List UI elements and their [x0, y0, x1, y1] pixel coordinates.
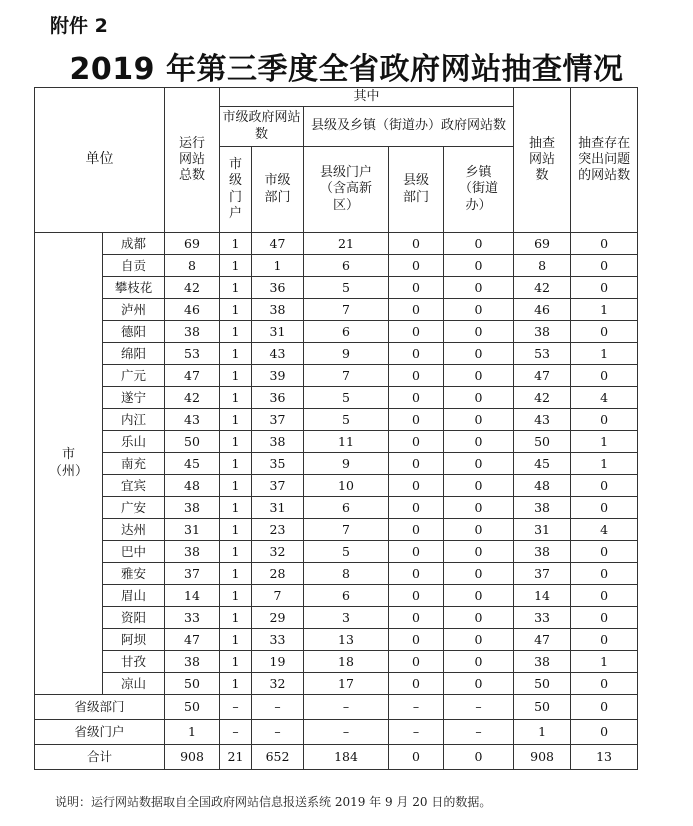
cell-town: 0 — [444, 563, 514, 585]
cell-problem: 0 — [571, 409, 638, 431]
cell-city-dept: 37 — [252, 475, 304, 497]
cell-county-dept: 0 — [389, 431, 444, 453]
header-total: 运行网站总数 — [165, 88, 220, 233]
cell-county-portal: 9 — [304, 343, 389, 365]
cell-town: 0 — [444, 745, 514, 770]
cell-total: 50 — [165, 673, 220, 695]
page-title: 2019 年第三季度全省政府网站抽查情况 — [69, 52, 624, 87]
cell-total: 33 — [165, 607, 220, 629]
cell-checked: 908 — [514, 745, 571, 770]
cell-city-portal: 1 — [220, 343, 252, 365]
table-row — [35, 475, 638, 497]
cell-county-portal: 5 — [304, 277, 389, 299]
cell-city-dept: – — [252, 695, 304, 720]
cell-town: – — [444, 695, 514, 720]
cell-county-dept: 0 — [389, 673, 444, 695]
cell-town: 0 — [444, 299, 514, 321]
table-row — [35, 673, 638, 695]
cell-city-portal: 1 — [220, 497, 252, 519]
cell-checked: 38 — [514, 541, 571, 563]
cell-checked: 43 — [514, 409, 571, 431]
city-name-cell: 阿坝 — [103, 629, 165, 651]
cell-county-portal: 3 — [304, 607, 389, 629]
cell-problem: 1 — [571, 651, 638, 673]
city-name-cell: 成都 — [103, 233, 165, 255]
cell-county-dept: – — [389, 720, 444, 745]
cell-problem: 0 — [571, 607, 638, 629]
cell-county-dept: 0 — [389, 365, 444, 387]
header-county-gov: 县级及乡镇（街道办）政府网站数 — [304, 107, 514, 147]
cell-city-dept: 38 — [252, 299, 304, 321]
cell-checked: 8 — [514, 255, 571, 277]
cell-checked: 46 — [514, 299, 571, 321]
cell-total: 42 — [165, 277, 220, 299]
row-name-cell: 省级门户 — [35, 720, 165, 745]
cell-city-portal: 21 — [220, 745, 252, 770]
cell-problem: 0 — [571, 497, 638, 519]
cell-city-dept: 19 — [252, 651, 304, 673]
cell-checked: 69 — [514, 233, 571, 255]
cell-checked: 38 — [514, 321, 571, 343]
cell-total: 50 — [165, 431, 220, 453]
cell-checked: 31 — [514, 519, 571, 541]
row-name-cell: 省级部门 — [35, 695, 165, 720]
cell-county-dept: 0 — [389, 745, 444, 770]
cell-city-dept: 33 — [252, 629, 304, 651]
cell-city-portal: 1 — [220, 475, 252, 497]
city-name-cell: 广元 — [103, 365, 165, 387]
cell-town: 0 — [444, 255, 514, 277]
cell-total: 908 — [165, 745, 220, 770]
cell-county-dept: 0 — [389, 497, 444, 519]
cell-county-dept: 0 — [389, 233, 444, 255]
city-name-cell: 巴中 — [103, 541, 165, 563]
cell-city-dept: 1 — [252, 255, 304, 277]
table-row — [35, 607, 638, 629]
total-row — [35, 745, 638, 770]
table-row — [35, 233, 638, 255]
cell-town: 0 — [444, 607, 514, 629]
city-name-cell: 凉山 — [103, 673, 165, 695]
cell-county-dept: 0 — [389, 453, 444, 475]
cell-county-portal: 11 — [304, 431, 389, 453]
cell-total: 31 — [165, 519, 220, 541]
region-label: 市 （州） — [35, 233, 103, 695]
table-row — [35, 695, 638, 720]
cell-problem: 0 — [571, 255, 638, 277]
cell-county-portal: 21 — [304, 233, 389, 255]
cell-town: 0 — [444, 343, 514, 365]
cell-checked: 1 — [514, 720, 571, 745]
cell-checked: 37 — [514, 563, 571, 585]
city-name-cell: 乐山 — [103, 431, 165, 453]
cell-city-dept: 37 — [252, 409, 304, 431]
cell-city-portal: 1 — [220, 255, 252, 277]
cell-county-portal: 7 — [304, 365, 389, 387]
table-row — [35, 453, 638, 475]
cell-total: 37 — [165, 563, 220, 585]
cell-county-portal: 6 — [304, 321, 389, 343]
city-name-cell: 攀枝花 — [103, 277, 165, 299]
cell-city-portal: 1 — [220, 563, 252, 585]
cell-total: 43 — [165, 409, 220, 431]
cell-problem: 0 — [571, 365, 638, 387]
city-name-cell: 遂宁 — [103, 387, 165, 409]
cell-checked: 38 — [514, 651, 571, 673]
cell-city-dept: 43 — [252, 343, 304, 365]
cell-town: 0 — [444, 585, 514, 607]
city-name-cell: 德阳 — [103, 321, 165, 343]
cell-problem: 0 — [571, 720, 638, 745]
cell-checked: 50 — [514, 695, 571, 720]
cell-city-dept: – — [252, 720, 304, 745]
cell-total: 69 — [165, 233, 220, 255]
cell-county-dept: 0 — [389, 299, 444, 321]
cell-county-dept: 0 — [389, 541, 444, 563]
cell-county-dept: 0 — [389, 409, 444, 431]
cell-city-dept: 652 — [252, 745, 304, 770]
inspection-table — [34, 87, 638, 770]
cell-town: 0 — [444, 629, 514, 651]
cell-checked: 47 — [514, 629, 571, 651]
footnote: 说明：运行网站数据取自全国政府网站信息报送系统 2019 年 9 月 20 日的数据。 — [55, 795, 492, 809]
cell-city-portal: 1 — [220, 387, 252, 409]
city-name-cell: 宜宾 — [103, 475, 165, 497]
cell-town: 0 — [444, 431, 514, 453]
table-row — [35, 299, 638, 321]
cell-county-portal: – — [304, 695, 389, 720]
table-row — [35, 585, 638, 607]
table-row — [35, 497, 638, 519]
cell-county-portal: 184 — [304, 745, 389, 770]
table-row — [35, 541, 638, 563]
city-name-cell: 泸州 — [103, 299, 165, 321]
cell-city-portal: 1 — [220, 585, 252, 607]
cell-town: 0 — [444, 321, 514, 343]
cell-county-dept: 0 — [389, 629, 444, 651]
cell-town: – — [444, 720, 514, 745]
cell-total: 47 — [165, 629, 220, 651]
cell-county-dept: 0 — [389, 321, 444, 343]
table-row — [35, 343, 638, 365]
cell-city-portal: 1 — [220, 673, 252, 695]
cell-county-portal: 5 — [304, 387, 389, 409]
cell-county-portal: 5 — [304, 409, 389, 431]
cell-county-dept: 0 — [389, 519, 444, 541]
cell-problem: 0 — [571, 629, 638, 651]
header-among: 其中 — [220, 88, 514, 107]
cell-county-dept: 0 — [389, 585, 444, 607]
cell-total: 38 — [165, 497, 220, 519]
row-name-cell: 合计 — [35, 745, 165, 770]
cell-town: 0 — [444, 453, 514, 475]
cell-city-dept: 38 — [252, 431, 304, 453]
cell-checked: 53 — [514, 343, 571, 365]
header-checked: 抽查网站数 — [514, 88, 571, 233]
cell-checked: 50 — [514, 673, 571, 695]
cell-problem: 0 — [571, 277, 638, 299]
cell-checked: 38 — [514, 497, 571, 519]
cell-county-portal: 13 — [304, 629, 389, 651]
cell-county-dept: 0 — [389, 255, 444, 277]
table-row — [35, 409, 638, 431]
cell-city-dept: 36 — [252, 387, 304, 409]
cell-town: 0 — [444, 233, 514, 255]
cell-county-dept: 0 — [389, 277, 444, 299]
cell-town: 0 — [444, 541, 514, 563]
cell-county-portal: 6 — [304, 255, 389, 277]
attachment-label: 附件 2 — [50, 15, 108, 37]
cell-city-portal: 1 — [220, 431, 252, 453]
cell-town: 0 — [444, 673, 514, 695]
cell-city-dept: 29 — [252, 607, 304, 629]
cell-problem: 0 — [571, 321, 638, 343]
cell-city-portal: 1 — [220, 409, 252, 431]
cell-city-portal: – — [220, 695, 252, 720]
cell-city-dept: 47 — [252, 233, 304, 255]
cell-city-portal: 1 — [220, 233, 252, 255]
cell-town: 0 — [444, 651, 514, 673]
cell-county-dept: 0 — [389, 387, 444, 409]
cell-total: 45 — [165, 453, 220, 475]
table-row — [35, 365, 638, 387]
table-row — [35, 255, 638, 277]
cell-checked: 14 — [514, 585, 571, 607]
cell-town: 0 — [444, 277, 514, 299]
cell-county-portal: 6 — [304, 497, 389, 519]
cell-town: 0 — [444, 387, 514, 409]
cell-problem: 13 — [571, 745, 638, 770]
table-row — [35, 629, 638, 651]
table-row — [35, 321, 638, 343]
cell-city-dept: 31 — [252, 497, 304, 519]
cell-city-dept: 32 — [252, 541, 304, 563]
cell-problem: 0 — [571, 541, 638, 563]
cell-county-dept: 0 — [389, 563, 444, 585]
cell-city-portal: – — [220, 720, 252, 745]
cell-problem: 0 — [571, 563, 638, 585]
header-county-dept: 县级部门 — [389, 147, 444, 233]
cell-county-portal: 6 — [304, 585, 389, 607]
city-name-cell: 达州 — [103, 519, 165, 541]
cell-city-dept: 31 — [252, 321, 304, 343]
city-name-cell: 甘孜 — [103, 651, 165, 673]
cell-problem: 0 — [571, 233, 638, 255]
cell-city-portal: 1 — [220, 651, 252, 673]
cell-county-dept: 0 — [389, 343, 444, 365]
cell-total: 38 — [165, 321, 220, 343]
table-row — [35, 387, 638, 409]
city-name-cell: 自贡 — [103, 255, 165, 277]
cell-town: 0 — [444, 475, 514, 497]
cell-city-dept: 28 — [252, 563, 304, 585]
city-name-cell: 内江 — [103, 409, 165, 431]
cell-city-portal: 1 — [220, 453, 252, 475]
cell-city-dept: 7 — [252, 585, 304, 607]
cell-total: 14 — [165, 585, 220, 607]
header-city-gov: 市级政府网站数 — [220, 107, 304, 147]
table-row — [35, 519, 638, 541]
city-name-cell: 资阳 — [103, 607, 165, 629]
cell-city-portal: 1 — [220, 541, 252, 563]
cell-total: 38 — [165, 651, 220, 673]
table-row — [35, 431, 638, 453]
cell-total: 53 — [165, 343, 220, 365]
header-problem: 抽查存在突出问题的网站数 — [571, 88, 638, 233]
cell-problem: 0 — [571, 695, 638, 720]
header-city-dept: 市级部门 — [252, 147, 304, 233]
cell-county-portal: 7 — [304, 519, 389, 541]
cell-total: 42 — [165, 387, 220, 409]
cell-problem: 1 — [571, 431, 638, 453]
cell-city-portal: 1 — [220, 321, 252, 343]
cell-town: 0 — [444, 409, 514, 431]
cell-problem: 0 — [571, 585, 638, 607]
cell-total: 8 — [165, 255, 220, 277]
cell-county-portal: 17 — [304, 673, 389, 695]
cell-county-dept: 0 — [389, 475, 444, 497]
cell-checked: 33 — [514, 607, 571, 629]
cell-total: 38 — [165, 541, 220, 563]
cell-total: 46 — [165, 299, 220, 321]
header-town: 乡镇（街道办） — [444, 147, 514, 233]
cell-town: 0 — [444, 497, 514, 519]
cell-county-portal: 8 — [304, 563, 389, 585]
cell-problem: 0 — [571, 673, 638, 695]
cell-checked: 47 — [514, 365, 571, 387]
cell-problem: 1 — [571, 343, 638, 365]
cell-checked: 50 — [514, 431, 571, 453]
cell-county-portal: – — [304, 720, 389, 745]
cell-checked: 42 — [514, 277, 571, 299]
cell-total: 50 — [165, 695, 220, 720]
cell-problem: 0 — [571, 475, 638, 497]
cell-total: 48 — [165, 475, 220, 497]
cell-city-portal: 1 — [220, 299, 252, 321]
cell-checked: 45 — [514, 453, 571, 475]
cell-town: 0 — [444, 365, 514, 387]
cell-checked: 48 — [514, 475, 571, 497]
cell-city-dept: 39 — [252, 365, 304, 387]
city-name-cell: 绵阳 — [103, 343, 165, 365]
header-county-portal: 县级门户（含高新区） — [304, 147, 389, 233]
city-name-cell: 雅安 — [103, 563, 165, 585]
cell-county-portal: 5 — [304, 541, 389, 563]
city-name-cell: 广安 — [103, 497, 165, 519]
cell-town: 0 — [444, 519, 514, 541]
cell-county-dept: 0 — [389, 651, 444, 673]
cell-problem: 4 — [571, 519, 638, 541]
cell-county-portal: 9 — [304, 453, 389, 475]
cell-city-portal: 1 — [220, 365, 252, 387]
cell-city-dept: 36 — [252, 277, 304, 299]
cell-total: 47 — [165, 365, 220, 387]
cell-city-dept: 23 — [252, 519, 304, 541]
cell-city-dept: 32 — [252, 673, 304, 695]
cell-problem: 4 — [571, 387, 638, 409]
cell-problem: 1 — [571, 453, 638, 475]
cell-city-dept: 35 — [252, 453, 304, 475]
cell-city-portal: 1 — [220, 607, 252, 629]
cell-county-portal: 7 — [304, 299, 389, 321]
cell-city-portal: 1 — [220, 629, 252, 651]
cell-problem: 1 — [571, 299, 638, 321]
cell-checked: 42 — [514, 387, 571, 409]
header-city-portal: 市级门户 — [220, 147, 252, 233]
cell-city-portal: 1 — [220, 277, 252, 299]
cell-county-portal: 18 — [304, 651, 389, 673]
table-row — [35, 277, 638, 299]
city-name-cell: 眉山 — [103, 585, 165, 607]
table-row — [35, 651, 638, 673]
cell-county-portal: 10 — [304, 475, 389, 497]
table-row — [35, 563, 638, 585]
cell-total: 1 — [165, 720, 220, 745]
cell-county-dept: – — [389, 695, 444, 720]
table-row — [35, 720, 638, 745]
cell-city-portal: 1 — [220, 519, 252, 541]
city-name-cell: 南充 — [103, 453, 165, 475]
cell-county-dept: 0 — [389, 607, 444, 629]
header-unit: 单位 — [35, 88, 165, 233]
